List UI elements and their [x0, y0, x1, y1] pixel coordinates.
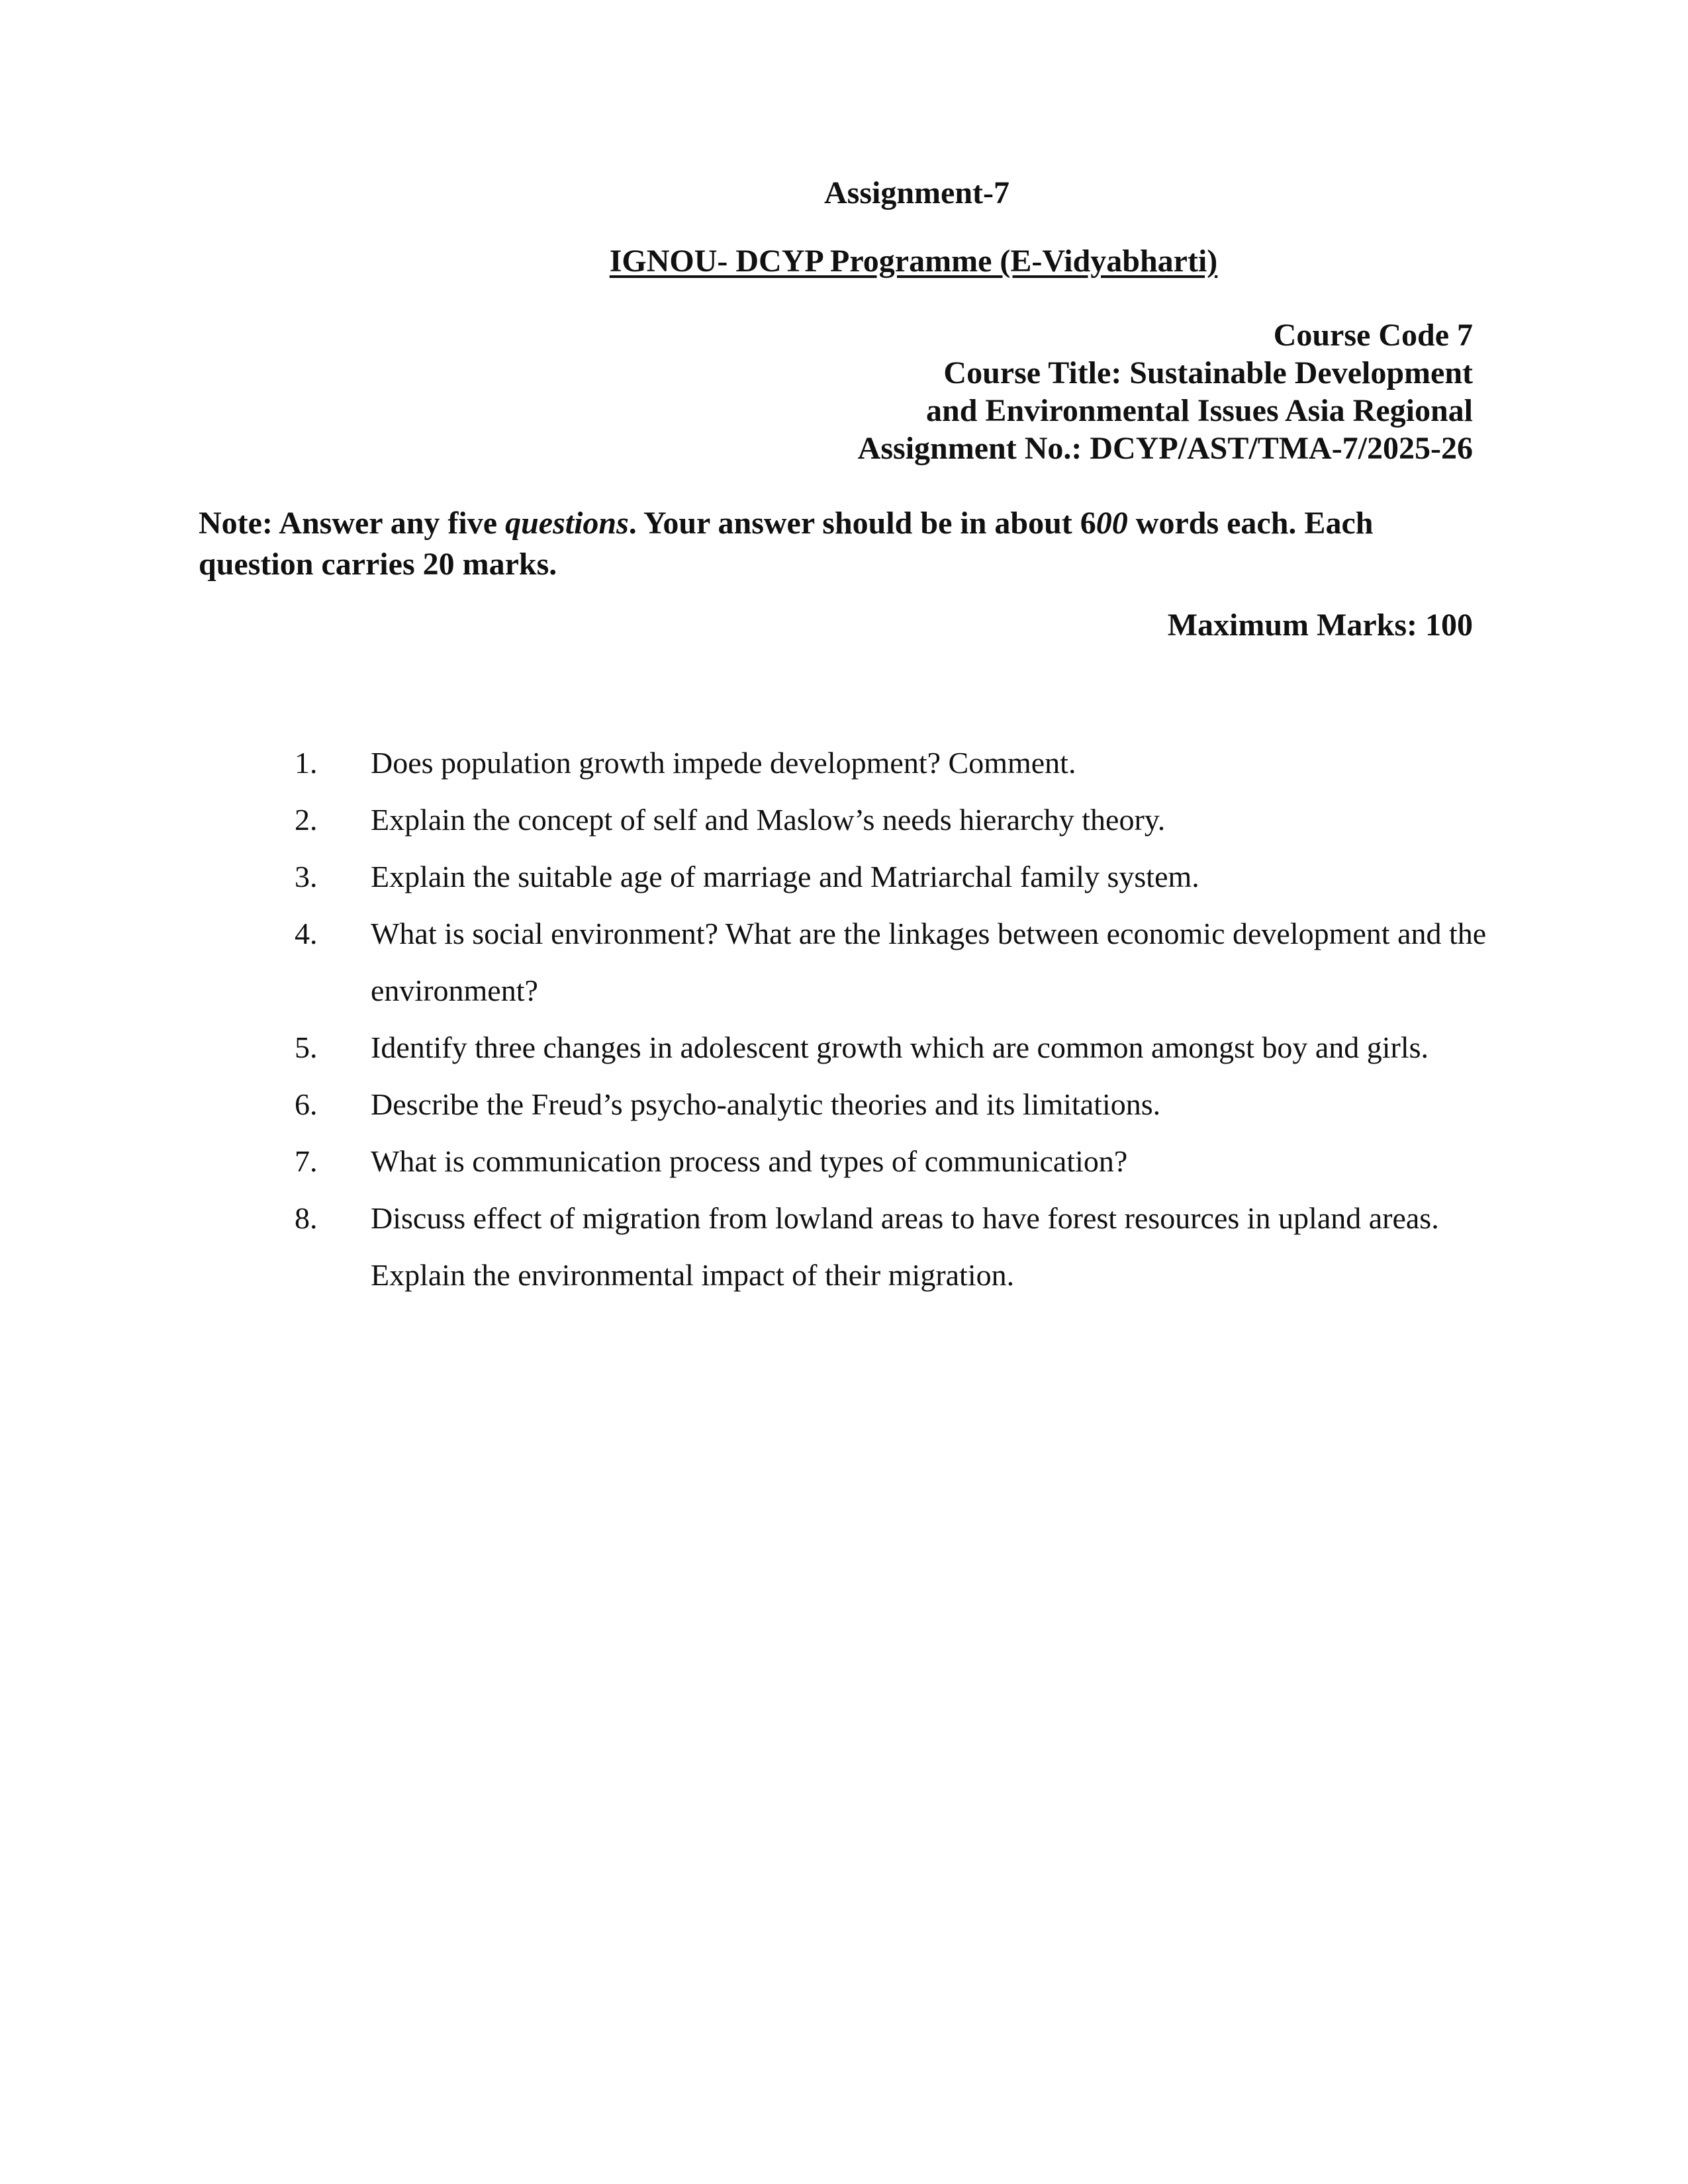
note-mid: . Your answer should be in about 6 [628, 506, 1096, 541]
question-item-2 [295, 792, 1499, 848]
question-text: Describe the Freud’s psycho-analytic theories and its limitations. [371, 1087, 1161, 1121]
question-number: 2. [295, 803, 318, 837]
note-italic-questions: questions [505, 506, 629, 541]
question-number: 3. [295, 860, 318, 893]
question-number: 6. [295, 1087, 318, 1121]
question-number: 5. [295, 1030, 318, 1064]
question-item-5 [295, 1019, 1499, 1076]
question-number: 4. [295, 917, 318, 950]
question-text: Identify three changes in adolescent growth which are common amongst boy and girls. [371, 1030, 1429, 1064]
question-item-1 [295, 735, 1499, 792]
question-item-6 [295, 1076, 1499, 1133]
question-text: Explain the suitable age of marriage and Matriarchal family system. [371, 860, 1199, 893]
question-number: 8. [295, 1201, 318, 1235]
note-italic-zeros: 00 [1096, 506, 1128, 541]
course-title-line-1: Course Title: Sustainable Development [943, 355, 1473, 390]
question-number: 7. [295, 1144, 318, 1178]
question-text: Discuss effect of migration from lowland areas to have forest resources in upland areas. Explain the environmental impact of their migration. [371, 1201, 1439, 1292]
course-info-block [858, 316, 1473, 467]
question-item-7 [295, 1133, 1499, 1190]
question-text: What is communication process and types of communication? [371, 1144, 1128, 1178]
question-text: Does population growth impede development? Comment. [371, 746, 1076, 780]
course-code: Course Code 7 [1273, 318, 1473, 353]
note-prefix: Note: Answer any five [199, 506, 506, 541]
question-item-8 [295, 1190, 1499, 1304]
instructions-note [199, 503, 1489, 585]
assignment-title: Assignment-7 [823, 175, 1009, 210]
note-suffix: words each. Each question carries 20 marks. [199, 506, 1374, 582]
question-number: 1. [295, 746, 318, 780]
question-list [295, 735, 1499, 1304]
question-item-3 [295, 848, 1499, 905]
question-text: Explain the concept of self and Maslow’s needs hierarchy theory. [371, 803, 1166, 837]
assignment-number: Assignment No.: DCYP/AST/TMA-7/2025-26 [857, 431, 1473, 466]
question-text: What is social environment? What are the linkages between economic development and the environment? [371, 917, 1487, 1007]
course-title-line-2: and Environmental Issues Asia Regional [926, 393, 1473, 428]
programme-subtitle: IGNOU- DCYP Programme (E-Vidyabharti) [609, 244, 1218, 279]
maximum-marks: Maximum Marks: 100 [1167, 608, 1473, 643]
question-item-4 [295, 905, 1499, 1019]
